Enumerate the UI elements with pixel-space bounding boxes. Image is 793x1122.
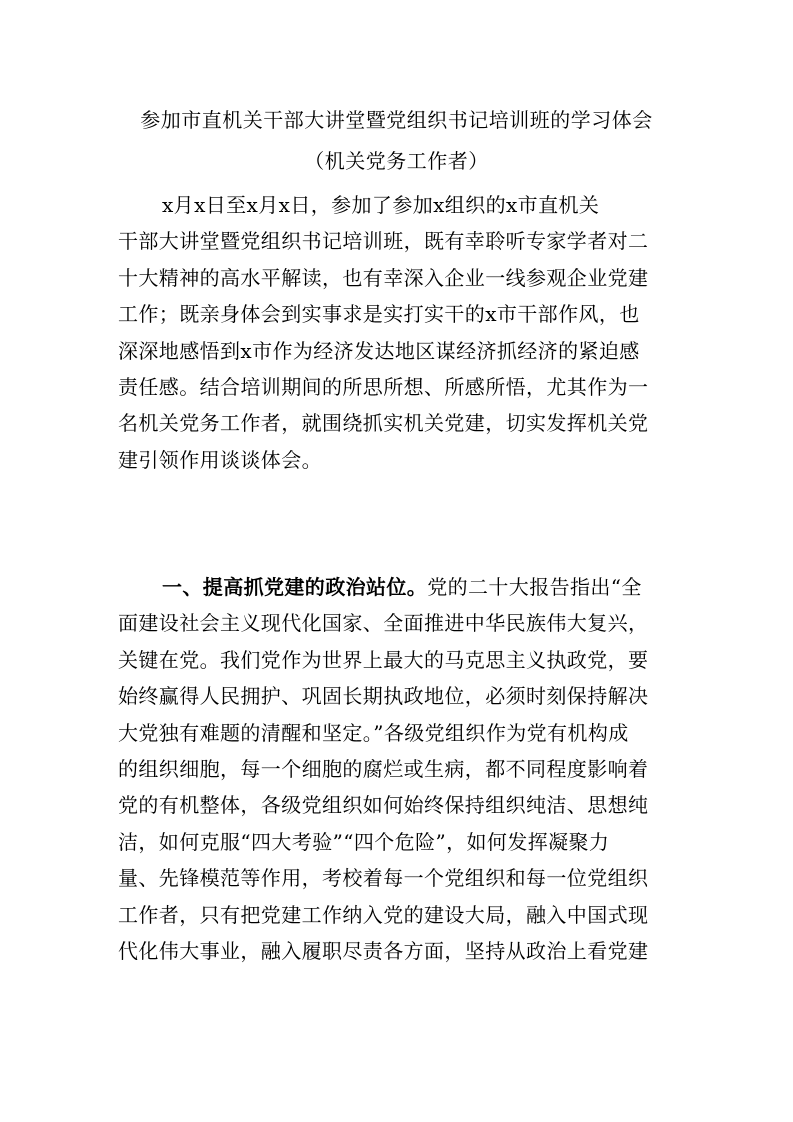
paragraph-line: 责任感。结合培训期间的所思所想、所感所悟，尤其作为一 [118,374,649,399]
paragraph-line: 量、先锋模范等作用，考校着每一个党组织和每一位党组织 [118,866,649,891]
paragraph-line: 工作者，只有把党建工作纳入党的建设大局，融入中国式现 [118,902,649,927]
section-one-first-line [118,569,678,605]
paragraph-line: x月x日至x月x日，参加了参加x组织的x市直机关 [162,193,600,217]
paragraph-line: 工作；既亲身体会到实事求是实打实干的x市干部作风，也 [118,302,640,327]
section-one-first-line-text: 党的二十大报告指出“全 [427,575,642,599]
paragraph-line: 大党独有难题的清醒和坚定。”各级党组织作为党有机构成 [118,720,629,745]
paragraph-line: 深深地感悟到x市作为经济发达地区谋经济抓经济的紧迫感 [118,338,640,363]
document-title: 参加市直机关干部大讲堂暨党组织书记培训班的学习体会 [140,108,653,132]
paragraph-line: 代化伟大事业，融入履职尽责各方面，坚持从政治上看党建 [118,938,649,963]
paragraph-line: 面建设社会主义现代化国家、全面推进中华民族伟大复兴， [118,611,649,636]
section-one-paragraph [118,569,678,969]
paragraph-line: 的组织细胞，每一个细胞的腐烂或生病，都不同程度影响着 [118,756,649,781]
section-one-heading: 一、提高抓党建的政治站位。 [162,575,428,599]
document-subtitle: （机关党务工作者） [304,149,489,173]
paragraph-line: 建引领作用谈谈体会。 [118,447,322,472]
paragraph-line: 干部大讲堂暨党组织书记培训班，既有幸聆听专家学者对二 [118,229,649,254]
paragraph-line: 关键在党。我们党作为世界上最大的马克思主义执政党，要 [118,647,649,672]
paragraph-line: 名机关党务工作者，就围绕抓实机关党建，切实发挥机关党 [118,411,649,436]
paragraph-line: 洁，如何克服“四大考验”“四个危险”，如何发挥凝聚力 [118,829,610,854]
intro-paragraph [118,187,678,478]
paragraph-line: 始终赢得人民拥护、巩固长期执政地位，必须时刻保持解决 [118,684,649,709]
paragraph-line: 十大精神的高水平解读，也有幸深入企业一线参观企业党建 [118,265,649,290]
paragraph-line: 党的有机整体，各级党组织如何始终保持组织纯洁、思想纯 [118,793,649,818]
